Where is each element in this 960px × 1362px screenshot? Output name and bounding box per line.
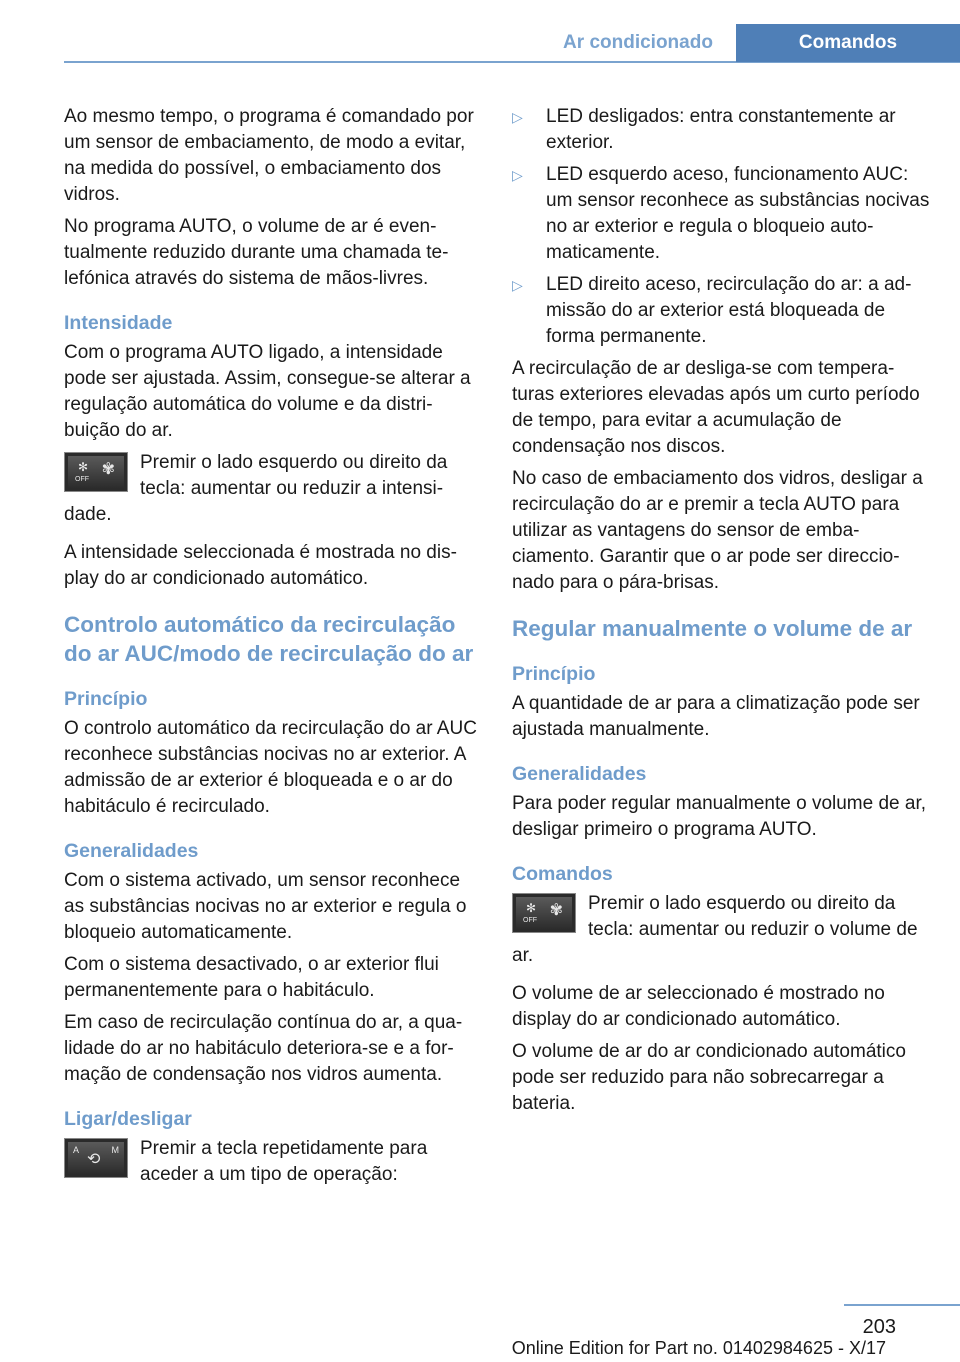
paragraph: Com o sistema activado, um sensor reconhece as substâncias nocivas no ar exterior e regula o bloqueio automaticamente. <box>64 870 467 943</box>
recirculation-button-icon <box>64 1138 128 1178</box>
recirculation-key-instruction <box>64 1136 482 1194</box>
fan-key-instruction <box>512 891 930 975</box>
fan-large-icon: ✾ <box>101 461 115 478</box>
paragraph: Para poder regular manualmente o volume de ar, desligar primeiro o programa AUTO. <box>512 793 927 840</box>
footer-rule <box>844 1304 960 1306</box>
fan-large-icon: ✾ <box>549 902 563 919</box>
paragraph: O volume de ar seleccionado é mostrado no display do ar condicionado automático. <box>512 983 885 1030</box>
header-chapter-tab[interactable]: Comandos <box>736 24 960 62</box>
off-label: OFF <box>523 917 537 924</box>
triangle-bullet-icon: ▷ <box>512 167 523 183</box>
paragraph: Premir o lado esquerdo ou direito da tecla: aumentar ou reduzir a intensidade. <box>64 452 448 525</box>
paragraph: A recirculação de ar desliga-se com temperaturas exteriores elevadas após um curto período de tempo, para evitar a acumulação de condensação nos discos. <box>512 358 920 457</box>
fan-button-icon <box>512 893 576 933</box>
list-item: ▷ LED esquerdo aceso, funcionamento AUC: um sensor reconhece as substâncias nocivas no ar exterior e regula o bloqueio automaticamente. <box>512 164 930 263</box>
fan-button-icon <box>64 452 128 492</box>
heading-principio: Princípio <box>64 688 148 710</box>
heading-intensidade: Intensidade <box>64 312 173 334</box>
right-column <box>512 104 930 1123</box>
fan-small-icon: ✻ <box>526 901 537 915</box>
heading-ligar-desligar: Ligar/desligar <box>64 1108 192 1130</box>
list-item: ▷ LED desligados: entra constantemente ar exterior. <box>512 106 896 153</box>
heading-regular-volume: Regular manualmente o volume de ar <box>512 616 913 641</box>
paragraph: Premir o lado esquerdo ou direito da tecla: aumentar ou reduzir o volume de ar. <box>512 893 918 966</box>
paragraph: Com o programa AUTO ligado, a intensidade pode ser ajustada. Assim, consegue-se alterar a regulação automática do volume e da distribuição do ar. <box>64 342 471 441</box>
paragraph: O volume de ar do ar condicionado automático pode ser reduzido para não sobrecarregar a bateria. <box>512 1041 906 1114</box>
car-recirculation-icon: ⟲ <box>87 1151 101 1168</box>
heading-generalidades: Generalidades <box>512 763 647 785</box>
paragraph: Premir a tecla repetidamente para aceder a um tipo de operação: <box>140 1138 428 1185</box>
triangle-bullet-icon: ▷ <box>512 277 523 293</box>
fan-small-icon: ✻ <box>78 460 89 474</box>
m-label: M <box>111 1145 119 1155</box>
paragraph: A quantidade de ar para a climatização pode ser ajustada manualmente. <box>512 693 920 740</box>
paragraph: No programa AUTO, o volume de ar é eventualmente reduzido durante uma chamada telefónica através do sistema de mãos-livres. <box>64 216 449 289</box>
page-number: 203 <box>862 1316 896 1338</box>
off-label: OFF <box>75 476 89 483</box>
paragraph: Ao mesmo tempo, o programa é comandado por um sensor de embaciamento, de modo a evitar, na medida do possível, o embaciamento dos vidros. <box>64 106 474 205</box>
heading-auc: Controlo automático da recirculação do ar AUC/modo de recirculação do ar <box>64 612 474 666</box>
operation-list <box>512 104 930 350</box>
heading-principio: Princípio <box>512 663 596 685</box>
paragraph: Em caso de recirculação contínua do ar, a qualidade do ar no habitáculo deteriora-se e a formação de condensação nos vidros aumenta. <box>64 1012 463 1085</box>
heading-generalidades: Generalidades <box>64 840 199 862</box>
header-section-tab[interactable]: Ar condicionado <box>563 32 713 53</box>
left-column <box>64 104 482 1200</box>
fan-key-instruction <box>64 450 482 534</box>
edition-note: Online Edition for Part no. 01402984625 - X/17 <box>511 1338 886 1358</box>
a-label: A <box>73 1145 80 1155</box>
paragraph: O controlo automático da recirculação do ar AUC reconhece substâncias nocivas no ar exterior. A admissão de ar exterior é bloqueada e o ar do habitáculo é recirculado. <box>64 718 477 817</box>
list-item: ▷ LED direito aceso, recirculação do ar: a admissão do ar exterior está bloqueada de forma permanente. <box>512 274 912 347</box>
paragraph: Com o sistema desactivado, o ar exterior flui permanentemente para o habitáculo. <box>64 954 439 1001</box>
triangle-bullet-icon: ▷ <box>512 109 523 125</box>
heading-comandos: Comandos <box>512 863 613 885</box>
paragraph: A intensidade seleccionada é mostrada no display do ar condicionado automático. <box>64 542 457 589</box>
paragraph: No caso de embaciamento dos vidros, desligar a recirculação do ar e premir a tecla AUTO para utilizar as vantagens do sensor de embaciamento. Garantir que o ar pode ser direccionado para o pára-brisas. <box>512 468 923 593</box>
